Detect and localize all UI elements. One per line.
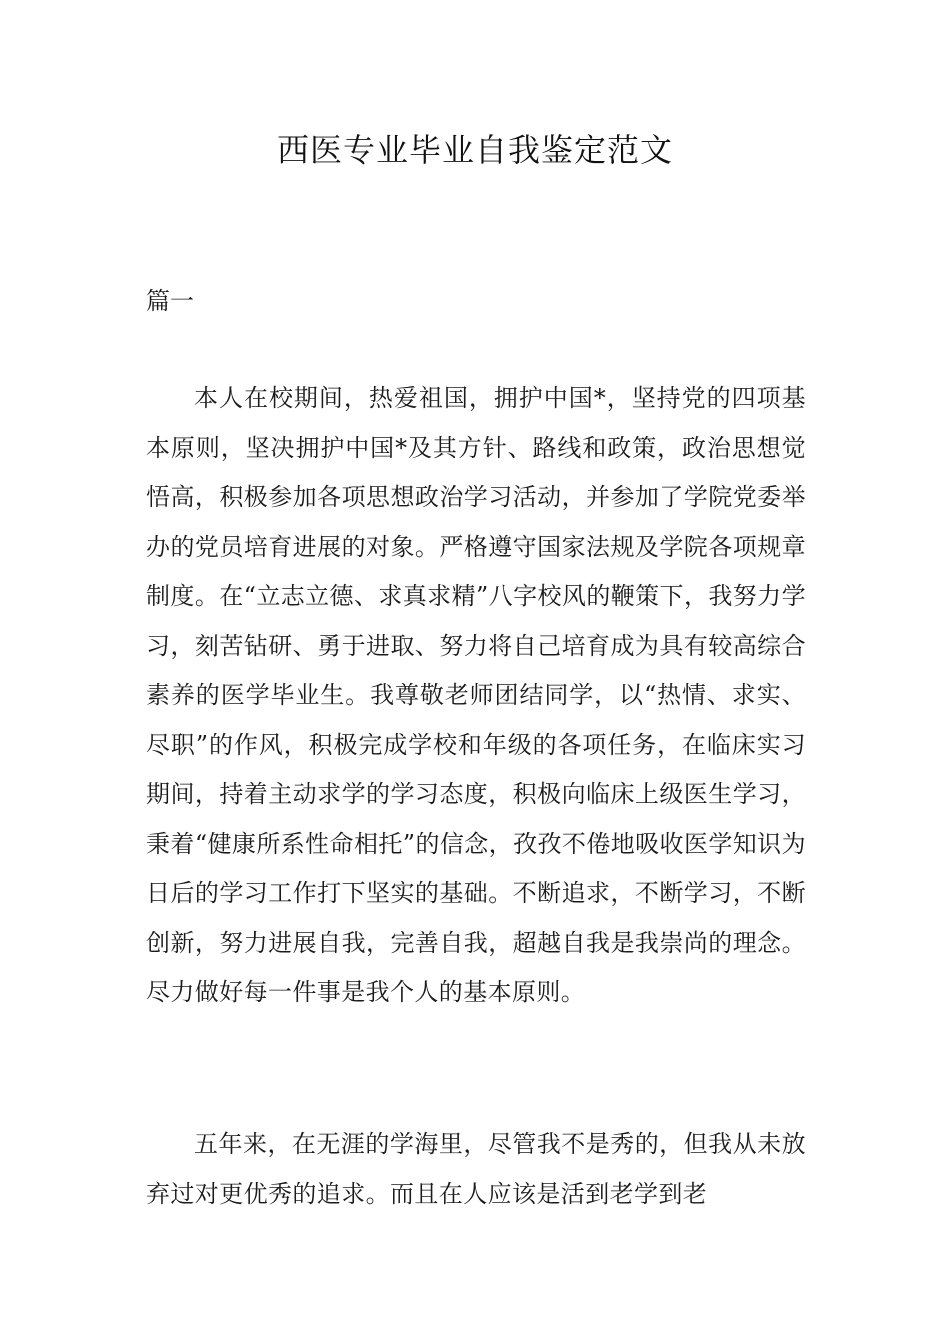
body-paragraph: 本人在校期间，热爱祖国，拥护中国*，坚持党的四项基本原则，坚决拥护中国*及其方针、路线和政策，政治思想觉悟高，积极参加各项思想政治学习活动，并参加了学院党委举办的党员培育进展的对象。严格遵守国家法规及学院各项规章制度。在“立志立德、求真求精”八字校风的鞭策下，我努力学习，刻苦钻研、勇于进取、努力将自己培育成为具有较高综合素养的医学毕业生。我尊敬老师团结同学，以“热情、求实、尽职”的作风，积极完成学校和年级的各项任务，在临床实习期间，持着主动求学的学习态度，积极向临床上级医生学习，秉着“健康所系性命相托”的信念，孜孜不倦地吸收医学知识为日后的学习工作打下坚实的基础。不断追求，不断学习，不断创新，努力进展自我，完善自我，超越自我是我崇尚的理念。尽力做好每一件事是我个人的基本原则。	[146, 384, 806, 1006]
section-heading: 篇一	[146, 287, 194, 315]
body-paragraph: 五年来，在无涯的学海里，尽管我不是秀的，但我从未放弃过对更优秀的追求。而且在人应该是活到老学到老	[146, 1130, 806, 1208]
document-title: 西医专业毕业自我鉴定范文	[276, 131, 673, 169]
